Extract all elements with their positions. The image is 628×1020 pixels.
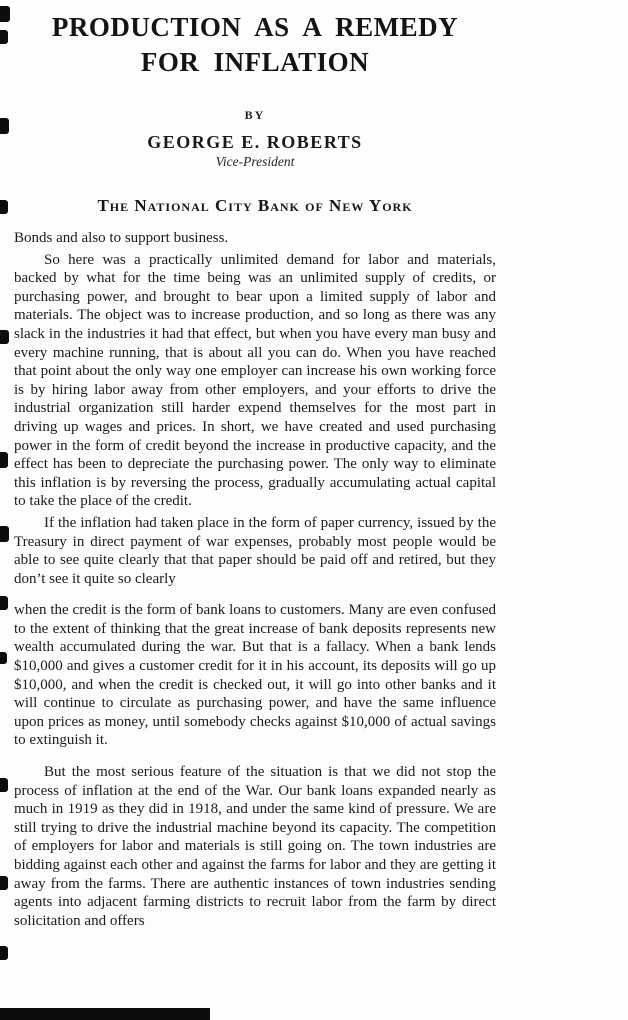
scan-artifact	[0, 6, 10, 22]
byline: BY	[244, 108, 266, 122]
scan-artifact	[0, 778, 8, 792]
scan-artifact	[0, 118, 9, 134]
title-line-2: FOR INFLATION	[140, 47, 370, 77]
body-paragraph: Bonds and also to support business.	[14, 230, 229, 246]
scan-artifact	[0, 526, 9, 542]
scan-artifact	[0, 452, 8, 468]
scan-artifact	[0, 946, 8, 960]
body-paragraph: If the inflation had taken place in the form of paper currency, issued by the Treasury in direct payment of war expenses, probably most people would be able to see quite clearly that that paper should be paid off and retired, but they don’t see it quite so clearly	[14, 514, 496, 587]
title-line-1: PRODUCTION AS A REMEDY	[51, 12, 459, 42]
page-title	[14, 0, 496, 80]
scan-artifact	[0, 876, 8, 890]
body-paragraph: when the credit is the form of bank loans to customers. Many are even confused to the extent of thinking that the great increase of bank deposits represents new wealth accumulated during the war. But that is a fallacy. When a bank lends $10,000 and gives a customer credit for it in his account, its deposits will go up $10,000, and when the credit is checked out, it will go into other banks and it will continue to circulate as purchasing power, and have the same influence upon prices as money, until somebody checks against $10,000 of actual savings to extinguish it.	[14, 602, 496, 749]
page-content	[14, 0, 496, 930]
scan-artifact	[0, 1008, 210, 1020]
organization-name: The National City Bank of New York	[97, 196, 413, 215]
author-role: Vice-President	[215, 154, 295, 169]
scan-artifact	[0, 30, 8, 44]
scan-artifact	[0, 652, 7, 664]
body-paragraph: But the most serious feature of the situation is that we did not stop the process of inflation at the end of the War. Our bank loans expanded nearly as much in 1919 as they did in 1918, and under the same kind of pressure. We are still trying to drive the industrial machine beyond its capacity. The competition of employers for labor and materials is still going on. The town industries are bidding against each other and against the farms for labor and they are getting it away from the farms. There are authentic instances of town industries sending agents into adjacent farming districts to recruit labor from the farm by direct solicitation and offers	[14, 764, 496, 929]
document-body	[14, 229, 496, 930]
scan-artifact	[0, 596, 8, 610]
author-name: GEORGE E. ROBERTS	[147, 132, 363, 152]
scan-artifact	[0, 330, 9, 344]
body-paragraph: So here was a practically unlimited demand for labor and materials, backed by what for the time being was an unlimited supply of credits, or purchasing power, and brought to bear upon a limited supply of labor and materials. The object was to increase production, and so long as there was any slack in the industries it had that effect, but when you have every man busy and every machine running, that is about all you can do. When you have reached that point about the only way one employer can increase his own working force is by hiring labor away from other employers, and your efforts to drive the industrial organization still harder expend themselves for the most part in driving up wages and prices. In short, we have created and used purchasing power in the form of credit beyond the increase in productive capacity, and the effect has been to depreciate the purchasing power. The only way to eliminate this inflation is by reversing the process, gradually accumulating actual capital to take the place of the credit.	[14, 251, 496, 510]
scan-artifact	[0, 200, 8, 214]
